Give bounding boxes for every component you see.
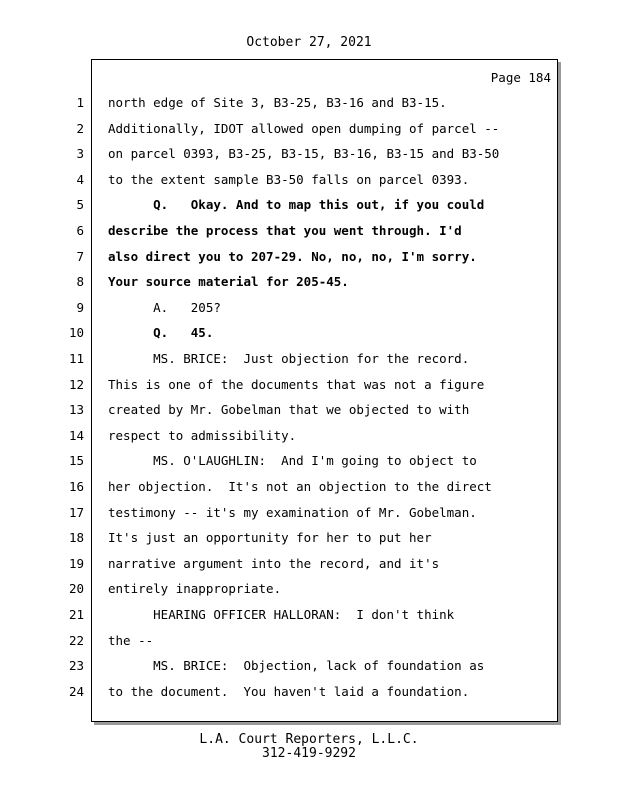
page-number: Page 184: [490, 70, 551, 85]
line-number: 10: [68, 325, 84, 341]
transcript-line: [0, 116, 618, 142]
transcript-line: [0, 192, 618, 218]
line-number: 12: [68, 376, 84, 392]
line-number: 21: [68, 607, 84, 622]
line-text: describe the process that you went through. I'd: [108, 223, 462, 238]
line-text: north edge of Site 3, B3-25, B3-16 and B3-15.: [108, 95, 447, 110]
line-text: Your source material for 205-45.: [108, 274, 349, 290]
transcript-line: [0, 269, 618, 295]
line-text: also direct you to 207-29. No, no, no, I'm sorry.: [108, 248, 477, 264]
line-number: 7: [76, 248, 84, 264]
line-number: 22: [68, 632, 84, 648]
transcript-line: [0, 602, 618, 628]
transcript-line: [0, 397, 618, 423]
line-text: Q. 45.: [108, 325, 214, 341]
transcript-line: [0, 576, 618, 602]
line-text: MS. BRICE: Objection, lack of foundation as: [108, 658, 485, 674]
transcript-line: [0, 525, 618, 551]
line-number: 15: [68, 453, 84, 469]
transcript-line: [0, 295, 618, 321]
line-text: A. 205?: [108, 299, 221, 315]
transcript-line: [0, 346, 618, 372]
transcript-line: [0, 167, 618, 193]
transcript-line: [0, 551, 618, 577]
transcript-line: [0, 628, 618, 654]
transcript-line: [0, 474, 618, 500]
line-number: 4: [76, 171, 84, 187]
line-number: 14: [68, 427, 84, 443]
transcript-date: October 27, 2021: [246, 35, 372, 50]
line-number: 8: [76, 274, 84, 290]
line-text: created by Mr. Gobelman that we objected to with: [108, 402, 470, 418]
transcript-line: [0, 500, 618, 526]
line-text: testimony -- it's my examination of Mr. Gobelman.: [108, 504, 477, 520]
transcript-line: [0, 141, 618, 167]
line-text: respect to admissibility.: [108, 427, 297, 443]
line-text: It's just an opportunity for her to put her: [108, 530, 432, 546]
line-text: MS. BRICE: Just objection for the record.: [108, 351, 470, 366]
line-number: 23: [68, 658, 84, 674]
line-number: 20: [68, 581, 84, 597]
line-text: entirely inappropriate.: [108, 581, 282, 597]
reporter-phone: 312-419-9292: [262, 746, 356, 761]
line-text: HEARING OFFICER HALLORAN: I don't think: [108, 607, 455, 622]
line-text: narrative argument into the record, and it's: [108, 555, 440, 571]
line-text: Q. Okay. And to map this out, if you could: [108, 197, 485, 213]
line-number: 6: [76, 223, 84, 238]
transcript-line: [0, 423, 618, 449]
line-number: 17: [68, 504, 84, 520]
transcript-line: [0, 448, 618, 474]
reporter-company: L.A. Court Reporters, L.L.C.: [199, 732, 419, 747]
transcript-line: [0, 372, 618, 398]
transcript-line: [0, 653, 618, 679]
line-number: 3: [76, 146, 84, 162]
line-number: 11: [68, 351, 84, 366]
footer: [0, 733, 618, 761]
transcript-line: [0, 218, 618, 244]
line-text: Additionally, IDOT allowed open dumping of parcel --: [108, 120, 500, 136]
line-text: the --: [108, 632, 154, 648]
line-number: 18: [68, 530, 84, 546]
line-number: 1: [76, 95, 84, 110]
transcript-line: [0, 320, 618, 346]
line-number: 9: [76, 299, 84, 315]
line-text: This is one of the documents that was not a figure: [108, 376, 485, 392]
line-number: 16: [68, 479, 84, 494]
line-text: MS. O'LAUGHLIN: And I'm going to object to: [108, 453, 477, 469]
line-number: 19: [68, 555, 84, 571]
line-number: 24: [68, 683, 84, 699]
transcript-line: [0, 90, 618, 116]
line-text: on parcel 0393, B3-25, B3-15, B3-16, B3-15 and B3-50: [108, 146, 500, 162]
line-text: her objection. It's not an objection to the direct: [108, 479, 492, 494]
line-number: 2: [76, 120, 84, 136]
transcript-line: [0, 244, 618, 270]
transcript-line: [0, 679, 618, 705]
line-text: to the extent sample B3-50 falls on parcel 0393.: [108, 171, 470, 187]
line-text: to the document. You haven't laid a foundation.: [108, 683, 470, 699]
line-number: 5: [76, 197, 84, 213]
line-number: 13: [68, 402, 84, 418]
